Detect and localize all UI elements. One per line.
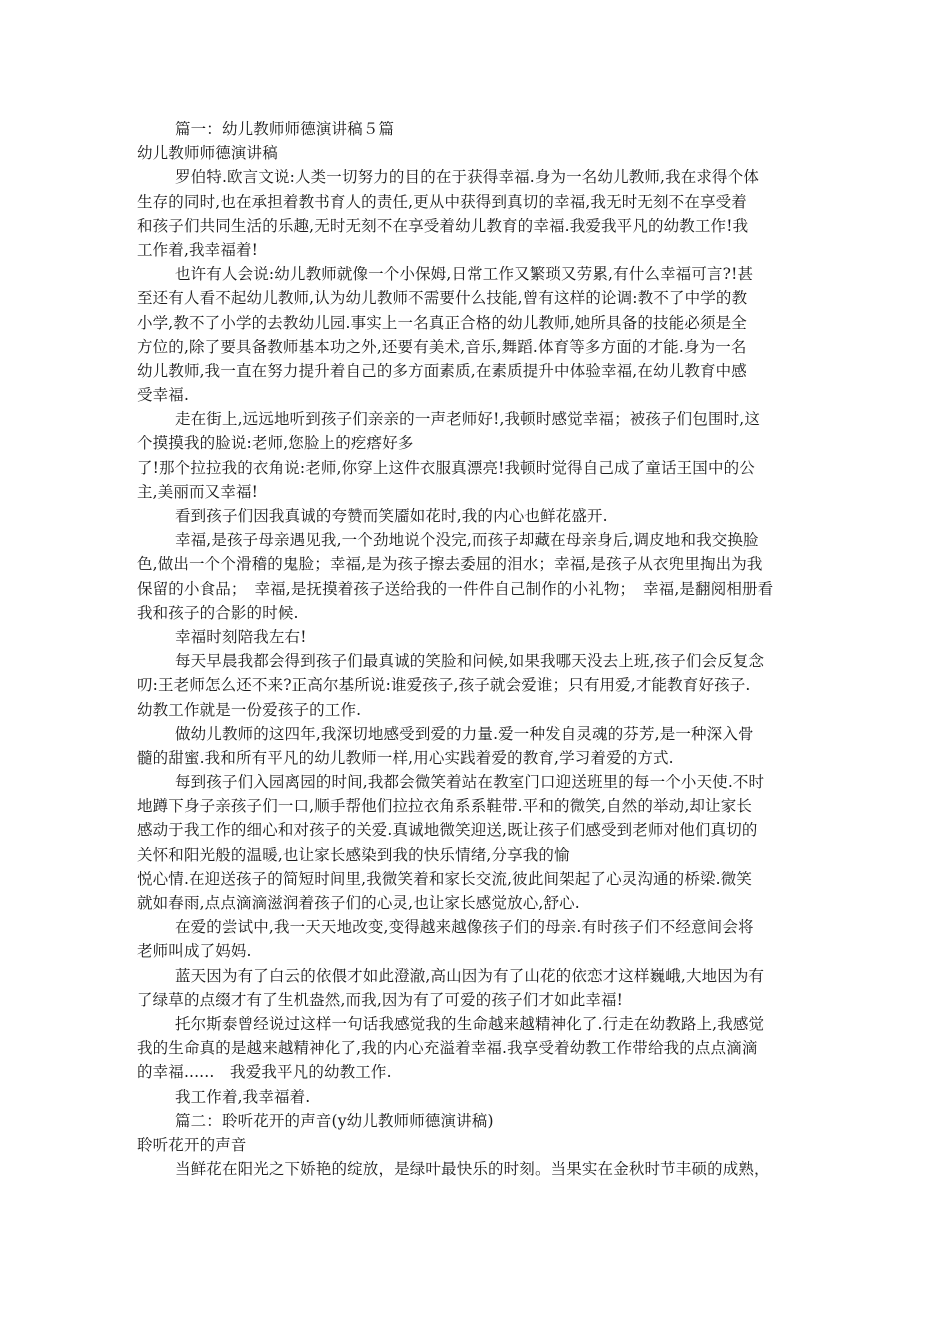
- text-line: 幼儿教师,我一直在努力提升着自己的多方面素质,在素质提升中体验幸福,在幼儿教育中感: [137, 361, 747, 380]
- text-line: 地蹲下身子亲孩子们一口,顺手帮他们拉拉衣角系系鞋带.平和的微笑,自然的举动,却让家长: [137, 797, 753, 816]
- text-line: 我和孩子的合影的时候.: [137, 603, 299, 622]
- text-line: 聆听花开的声音: [137, 1135, 247, 1154]
- text-line: 罗伯特.欧言文说:人类一切努力的目的在于获得幸福.身为一名幼儿教师,我在求得个体: [175, 168, 760, 187]
- text-line: 每天早晨我都会得到孩子们最真诚的笑脸和问候,如果我哪天没去上班,孩子们会反复念: [175, 652, 765, 671]
- text-line: 蓝天因为有了白云的依偎才如此澄澈,高山因为有了山花的依恋才这样巍峨,大地因为有: [175, 966, 765, 985]
- text-line: 我的生命真的是越来越精神化了,我的内心充溢着幸福.我享受着幼教工作带给我的点点滴滴: [137, 1039, 758, 1058]
- text-line: 篇二：聆听花开的声音(y幼儿教师师德演讲稿): [175, 1111, 494, 1130]
- text-line: 方位的,除了要具备教师基本功之外,还要有美术,音乐,舞蹈.体育等多方面的才能.身为一名: [137, 337, 747, 356]
- text-line: 悦心情.在迎送孩子的简短时间里,我微笑着和家长交流,彼此间架起了心灵沟通的桥梁.微笑: [137, 869, 753, 888]
- text-line: 了绿草的点缀才有了生机盎然,而我,因为有了可爱的孩子们才如此幸福!: [137, 990, 624, 1009]
- text-line: 主,美丽而又幸福!: [137, 482, 259, 501]
- text-line: 色,做出一个个滑稽的鬼脸；幸福,是为孩子擦去委屈的泪水；幸福,是孩子从衣兜里掏出为我: [137, 555, 763, 574]
- text-line: 和孩子们共同生活的乐趣,无时无刻不在享受着幼儿教育的幸福.我爱我平凡的幼教工作!我: [137, 216, 749, 235]
- document-body: [137, 117, 813, 1181]
- text-line: 走在街上,远远地听到孩子们亲亲的一声老师好!,我顿时感觉幸福；被孩子们包围时,这: [175, 410, 761, 429]
- text-line: 就如春雨,点点滴滴滋润着孩子们的心灵,也让家长感觉放心,舒心.: [137, 894, 580, 912]
- text-line: 关怀和阳光般的温暖,也让家长感染到我的快乐情绪,分享我的愉: [137, 845, 570, 864]
- text-line: 当鲜花在阳光之下娇艳的绽放，是绿叶最快乐的时刻。当果实在金秋时节丰硕的成熟，: [175, 1160, 770, 1179]
- text-line: 每到孩子们入园离园的时间,我都会微笑着站在教室门口迎送班里的每一个小天使.不时: [175, 773, 765, 792]
- text-line: 托尔斯泰曾经说过这样一句话我感觉我的生命越来越精神化了.行走在幼教路上,我感觉: [175, 1014, 765, 1033]
- text-line: 幸福时刻陪我左右!: [175, 627, 307, 646]
- text-line: 也许有人会说:幼儿教师就像一个小保姆,日常工作又繁琐又劳累,有什么幸福可言?!甚: [175, 265, 754, 284]
- text-line: 受幸福.: [137, 386, 190, 405]
- text-line: 的幸福...... 我爱我平凡的幼教工作.: [137, 1063, 392, 1082]
- text-line: 至还有人看不起幼儿教师,认为幼儿教师不需要什么技能,曾有这样的论调:教不了中学的教: [137, 289, 748, 308]
- text-line: 幼儿教师师德演讲稿: [137, 144, 278, 163]
- text-line: 小学,教不了小学的去教幼儿园.事实上一名真正合格的幼儿教师,她所具备的技能必须是全: [137, 313, 747, 332]
- text-line: 幼教工作就是一份爱孩子的工作.: [137, 700, 362, 719]
- text-line: 篇一：幼儿教师师德演讲稿５篇: [175, 120, 395, 138]
- text-line: 老师叫成了妈妈.: [137, 942, 252, 961]
- text-line: 个摸摸我的脸说:老师,您脸上的疙瘩好多: [137, 434, 414, 453]
- text-line: 在爱的尝试中,我一天天地改变,变得越来越像孩子们的母亲.有时孩子们不经意间会将: [175, 918, 754, 937]
- text-line: 了!那个拉拉我的衣角说:老师,你穿上这件衣服真漂亮!我顿时觉得自己成了童话王国中的公: [137, 458, 755, 477]
- text-line: 我工作着,我幸福着.: [175, 1087, 311, 1106]
- text-line: 髓的甜蜜.我和所有平凡的幼儿教师一样,用心实践着爱的教育,学习着爱的方式.: [137, 748, 674, 767]
- text-line: 幸福,是孩子母亲遇见我,一个劲地说个没完,而孩子却藏在母亲身后,调皮地和我交换脸: [175, 531, 759, 550]
- text-line: 工作着,我幸福着!: [137, 240, 259, 259]
- text-line: 看到孩子们因我真诚的夸赞而笑靥如花时,我的内心也鲜花盛开.: [175, 507, 608, 525]
- text-line: 叨:王老师怎么还不来?正高尔基所说:谁爱孩子,孩子就会爱谁；只有用爱,才能教育好孩子.: [137, 676, 751, 695]
- text-line: 感动于我工作的细心和对孩子的关爱.真诚地微笑迎送,既让孩子们感受到老师对他们真切的: [137, 821, 758, 840]
- text-line: 保留的小食品； 幸福,是抚摸着孩子送给我的一件件自己制作的小礼物； 幸福,是翻阅相册看: [137, 579, 774, 598]
- text-line: 生存的同时,也在承担着教书育人的责任,更从中获得到真切的幸福,我无时无刻不在享受着: [137, 192, 747, 211]
- text-line: 做幼儿教师的这四年,我深切地感受到爱的力量.爱一种发自灵魂的芬芳,是一种深入骨: [175, 724, 754, 743]
